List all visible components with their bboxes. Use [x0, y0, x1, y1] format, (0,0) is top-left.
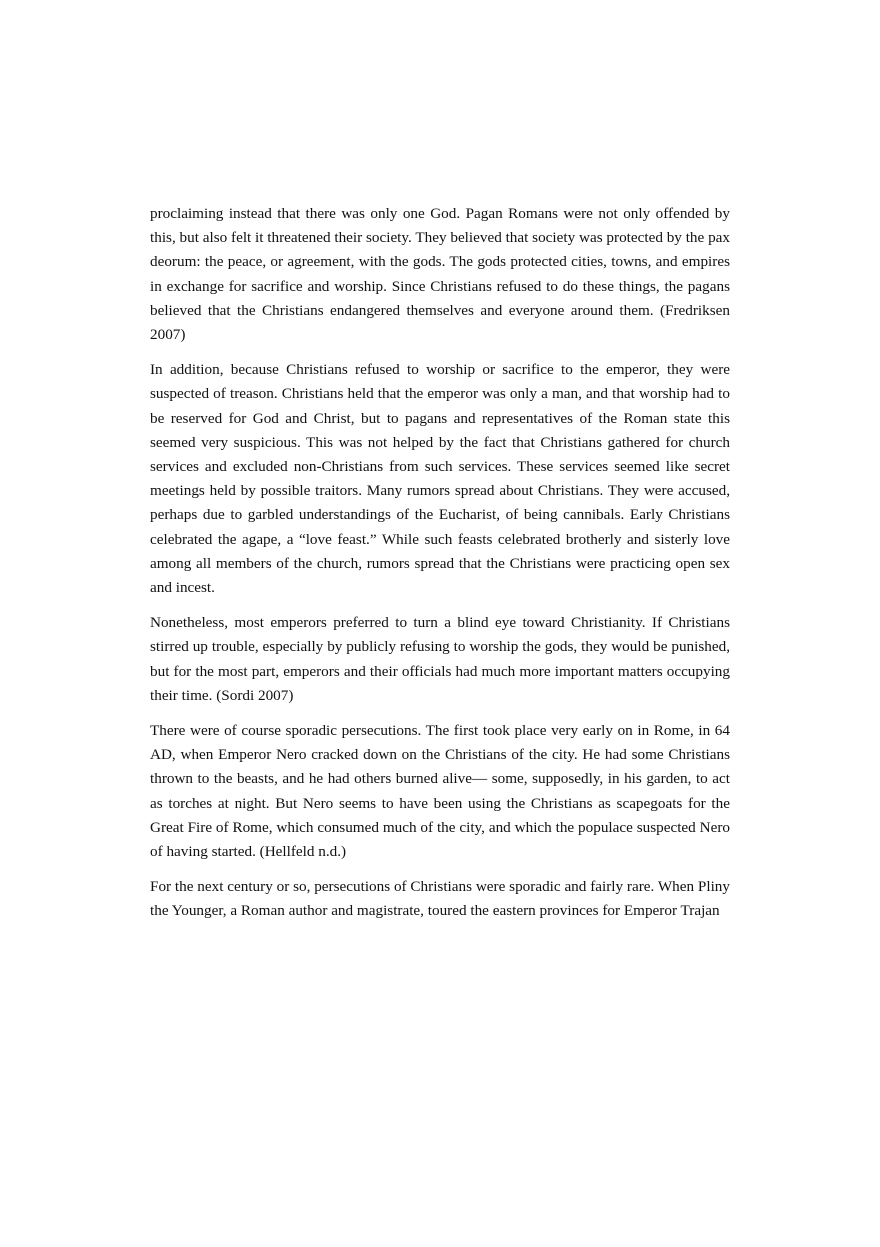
paragraph-3: Nonetheless, most emperors preferred to turn a blind eye toward Christianity. If Christians stirred up trouble, especially by publicly refusing to worship the gods, they would be punished, but for the most part, emperors and their officials had much more important matters occupying their time. (Sordi 2007) [150, 614, 730, 704]
paragraph-1: proclaiming instead that there was only one God. Pagan Romans were not only offended by this, but also felt it threatened their society. They believed that society was protected by the pax deorum: the peace, or agreement, with the gods. The gods protected cities, towns, and empires in exchange for sacrifice and worship. Since Christians refused to do these things, the pagans believed that the Christians endangered themselves and everyone around them. (Fredriksen 2007) [150, 205, 730, 344]
paragraph-2: In addition, because Christians refused to worship or sacrifice to the emperor, they were suspected of treason. Christians held that the emperor was only a man, and that worship had to be reserved for God and Christ, but to pagans and representatives of the Roman state this seemed very suspicious. This was not helped by the fact that Christians gathered for church services and excluded non-Christians from such services. These services seemed like secret meetings held by possible traitors. Many rumors spread about Christians. They were accused, perhaps due to garbled understandings of the Eucharist, of being cannibals. Early Christians celebrated the agape, a “love feast.” While such feasts celebrated brotherly and sisterly love among all members of the church, rumors spread that the Christians were practicing open sex and incest. [150, 361, 730, 597]
paragraph-4: There were of course sporadic persecutions. The first took place very early on in Rome, in 64 AD, when Emperor Nero cracked down on the Christians of the city. He had some Christians thrown to the beasts, and he had others burned alive— some, supposedly, in his garden, to act as torches at night. But Nero seems to have been using the Christians as scapegoats for the Great Fire of Rome, which consumed much of the city, and which the populace suspected Nero of having started. (Hellfeld n.d.) [150, 722, 730, 861]
body-text [150, 202, 730, 935]
paragraph-5: For the next century or so, persecutions of Christians were sporadic and fairly rare. When Pliny the Younger, a Roman author and magistrate, toured the eastern provinces for Emperor Trajan [150, 878, 730, 920]
